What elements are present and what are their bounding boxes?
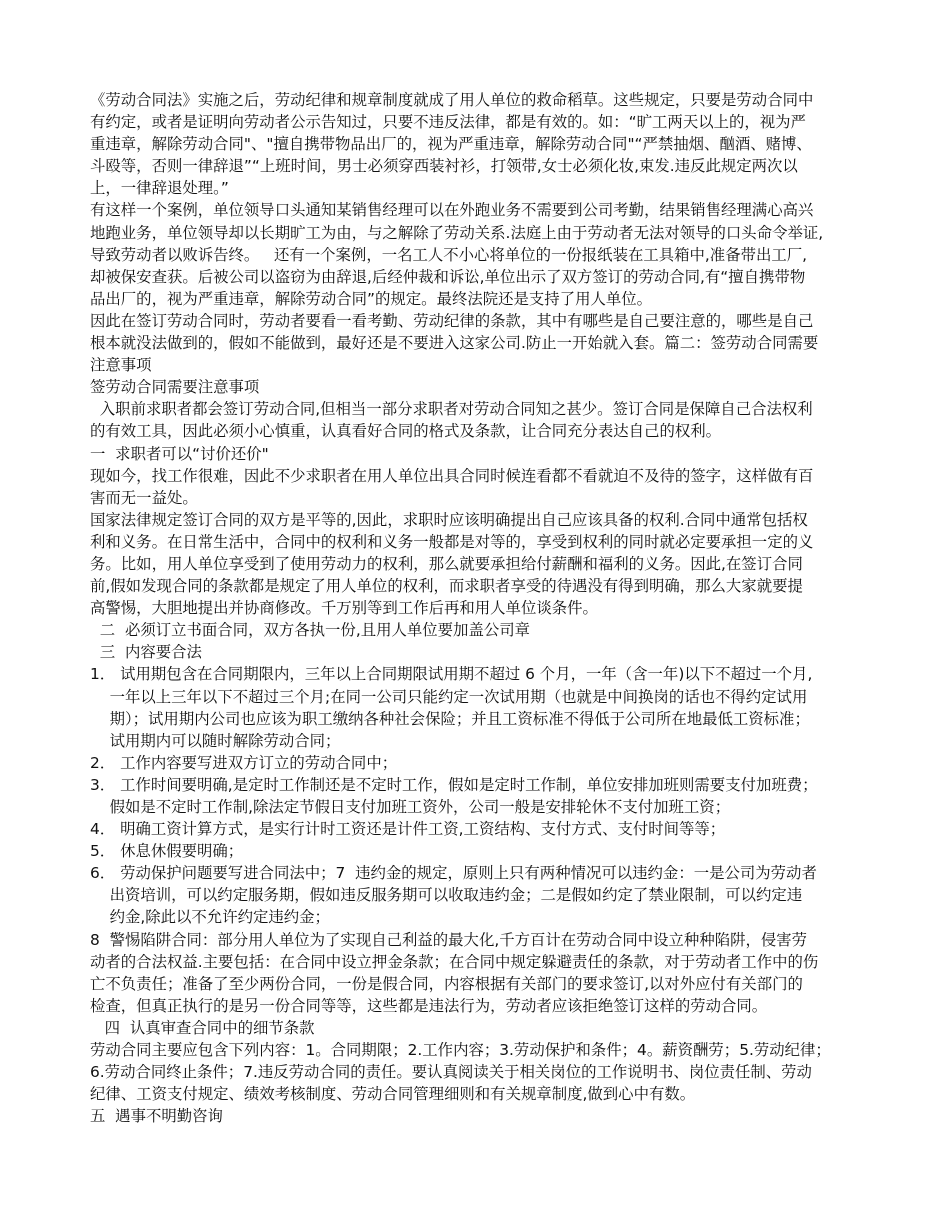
paragraph-line: 重违章，解除劳动合同"、"擅自携带物品出厂的，视为严重违章，解除劳动合同"“严禁抽烟、酗酒、赌博、 <box>90 135 812 154</box>
section-heading: 签劳动合同需要注意事项 <box>90 378 260 397</box>
paragraph-line: 检查，但真正执行的是另一份合同等等，这些都是违法行为，劳动者应该拒绝签订这样的劳动合同。 <box>90 996 768 1015</box>
list-item-line: 6． 劳动保护问题要写进合同法中；7 违约金的规定，原则上只有两种情况可以违约金：一是公司为劳动者 <box>90 864 817 883</box>
paragraph-line: 高警惕，大胆地提出并协商修改。千万别等到工作后再和用人单位谈条件。 <box>90 599 598 618</box>
list-item-line: 2． 工作内容要写进双方订立的劳动合同中； <box>90 753 398 772</box>
list-item-line: 出资培训，可以约定服务期，假如违反服务期可以收取违约金；二是假如约定了禁业限制，可以约定违 <box>90 886 803 905</box>
section-heading: 四 认真审查合同中的细节条款 <box>90 1018 315 1037</box>
section-heading: 二 必须订立书面合同，双方各执一份,且用人单位要加盖公司章 <box>90 621 531 640</box>
section-heading: 五 遇事不明勤咨询 <box>90 1107 223 1126</box>
paragraph-line: 地跑业务，单位领导却以长期旷工为由，与之解除了劳动关系.法庭上由于劳动者无法对领导的口头命令举证, <box>90 223 824 242</box>
paragraph-line: 斗殴等，否则一律辞退”“上班时间，男士必须穿西装衬衫，打领带,女士必须化妆,束发.违反此规定两次以 <box>90 157 798 176</box>
list-item-line: 5． 休息休假要明确； <box>90 842 244 861</box>
paragraph-line: 有这样一个案例，单位领导口头通知某销售经理可以在外跑业务不需要到公司考勤，结果销售经理满心高兴 <box>90 201 814 220</box>
paragraph-line: 害而无一益处。 <box>90 488 198 507</box>
paragraph-line: 现如今，找工作很难，因此不少求职者在用人单位出具合同时候连看都不看就迫不及待的签字，这样做有百 <box>90 466 814 485</box>
paragraph-line: 上，一律辞退处理。” <box>90 179 229 198</box>
paragraph-line: 因此在签订劳动合同时，劳动者要看一看考勤、劳动纪律的条款，其中有哪些是自己要注意的，哪些是自己 <box>90 311 814 330</box>
paragraph-line: 有约定，或者是证明向劳动者公示告知过，只要不违反法律，都是有效的。如：“旷工两天以上的，视为严 <box>90 113 806 132</box>
paragraph-line: 亡不负责任；准备了至少两份合同，一份是假合同，内容根据有关部门的要求签订,以对外应付有关部门的 <box>90 974 803 993</box>
paragraph-line: 的有效工具，因此必须小心慎重，认真看好合同的格式及条款，让合同充分表达自己的权利。 <box>90 422 722 441</box>
list-item-line: 一年以上三年以下不超过三个月;在同一公司只能约定一次试用期（也就是中间换岗的话也不得约定试用 <box>90 687 808 706</box>
paragraph-line: 动者的合法权益.主要包括：在合同中设立押金条款；在合同中规定躲避责任的条款，对于劳动者工作中的伤 <box>90 952 819 971</box>
paragraph-line: 《劳动合同法》实施之后，劳动纪律和规章制度就成了用人单位的救命稻草。这些规定，只要是劳动合同中 <box>90 91 814 109</box>
paragraph-line: 入职前求职者都会签订劳动合同,但相当一部分求职者对劳动合同知之甚少。签订合同是保障自己合法权利 <box>90 400 813 419</box>
paragraph-line: 根本就没法做到的，假如不能做到，最好还是不要进入这家公司.防止一开始就入套。篇二：签劳动合同需要 <box>90 334 819 353</box>
list-item-line: 4． 明确工资计算方式，是实行计时工资还是计件工资,工资结构、支付方式、支付时间等等； <box>90 820 726 839</box>
paragraph-line: 却被保安查获。后被公司以盗窃为由辞退,后经仲裁和诉讼,单位出示了双方签订的劳动合同,有“擅自携带物 <box>90 267 806 286</box>
paragraph-line: 利和义务。在日常生活中，合同中的权利和义务一般都是对等的，享受到权利的同时就必定要承担一定的义 <box>90 532 814 551</box>
paragraph-line: 前,假如发现合同的条款都是规定了用人单位的权利，而求职者享受的待遇没有得到明确，那么大家就要提 <box>90 577 803 596</box>
paragraph-line: 导致劳动者以败诉告终。 还有一个案例，一名工人不小心将单位的一份报纸装在工具箱中,准备带出工厂, <box>90 245 808 264</box>
paragraph-line: 品出厂的，视为严重违章，解除劳动合同”的规定。最终法院还是支持了用人单位。 <box>90 289 653 308</box>
list-item-line: 期）；试用期内公司也应该为职工缴纳各种社会保险；并且工资标准不得低于公司所在地最低工资标准； <box>90 709 810 728</box>
paragraph-line: 8 警惕陷阱合同：部分用人单位为了实现自己利益的最大化,千方百计在劳动合同中设立种种陷阱，侵害劳 <box>90 930 808 949</box>
list-item-line: 1． 试用期包含在合同期限内，三年以上合同期限试用期不超过 6 个月，一年（含一年)以下不超过一个月, <box>90 665 813 684</box>
list-item-line: 3． 工作时间要明确,是定时工作制还是不定时工作，假如是定时工作制，单位安排加班则需要支付加班费； <box>90 775 818 794</box>
paragraph-line: 务。比如，用人单位享受到了使用劳动力的权利，那么就要承担给付薪酬和福利的义务。因此,在签订合同 <box>90 554 803 573</box>
paragraph-line: 国家法律规定签订合同的双方是平等的,因此，求职时应该明确提出自己应该具备的权利.合同中通常包括权 <box>90 510 808 529</box>
section-heading: 三 内容要合法 <box>90 643 202 662</box>
list-item-line: 假如是不定时工作制,除法定节假日支付加班工资外，公司一般是安排轮休不支付加班工资； <box>90 798 731 816</box>
paragraph-line: 纪律、工资支付规定、绩效考核制度、劳动合同管理细则和有关规章制度,做到心中有数。 <box>90 1085 696 1104</box>
list-item-line: 约金,除此以不允许约定违约金； <box>90 908 330 927</box>
paragraph-line: 劳动合同主要应包含下列内容：1。合同期限；2.工作内容；3.劳动保护和条件；4。薪资酬劳；5.劳动纪律； <box>90 1041 831 1060</box>
paragraph-line: 注意事项 <box>90 356 152 375</box>
paragraph-line: 6.劳动合同终止条件；7.违反劳动合同的责任。要认真阅读关于相关岗位的工作说明书、岗位责任制、劳动 <box>90 1063 812 1082</box>
list-item-line: 试用期内可以随时解除劳动合同； <box>90 731 341 750</box>
section-heading: 一 求职者可以“讨价还价" <box>90 444 269 463</box>
